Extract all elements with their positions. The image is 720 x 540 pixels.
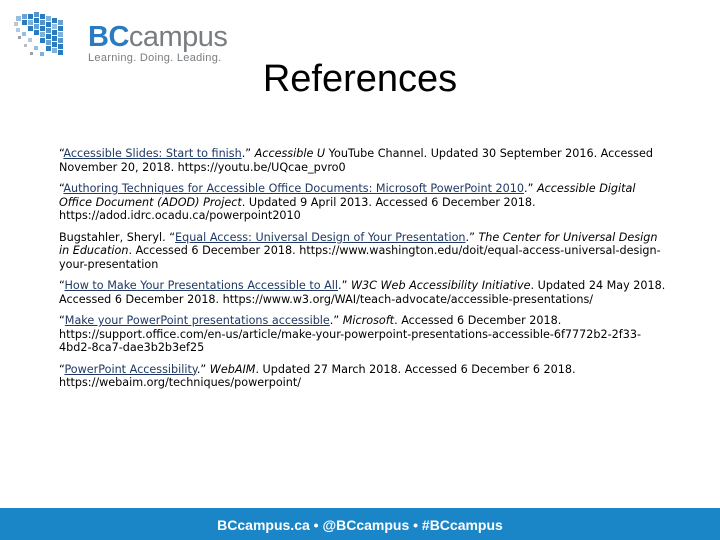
- reference-item: “PowerPoint Accessibility.” WebAIM. Updated 27 March 2018. Accessed 6 December 6 2018. https://webaim.org/techniques/powerpoint/: [59, 362, 576, 389]
- reference-link[interactable]: Accessible Slides: Start to finish: [63, 147, 242, 160]
- reference-item: Bugstahler, Sheryl. “Equal Access: Universal Design of Your Presentation.” The Center for Universal Design in Education. Accessed 6 December 2018. https://www.washington.edu/doit/equal-access-universal-design-your-presentation: [59, 230, 661, 271]
- logo-campus: campus: [128, 21, 228, 53]
- logo-wordmark: [88, 20, 227, 54]
- reference-link[interactable]: PowerPoint Accessibility: [64, 362, 197, 376]
- reference-item: “Make your PowerPoint presentations accessible.” Microsoft. Accessed 6 December 2018. https://support.office.com/en-us/article/make-your-powerpoint-presentations-accessible-6f7772b2-2f33-4bd2-8ca7-dae3b2b3ef25: [59, 314, 641, 354]
- bccampus-logo: [12, 10, 228, 65]
- logo-tagline: Learning. Doing. Leading.: [88, 52, 222, 64]
- page-title: References: [262, 58, 458, 100]
- reference-link[interactable]: Authoring Techniques for Accessible Office Documents: Microsoft PowerPoint 2010: [63, 182, 525, 195]
- reference-item: “Authoring Techniques for Accessible Office Documents: Microsoft PowerPoint 2010.” Accessible Digital Office Document (ADOD) Project. Updated 9 April 2013. Accessed 6 December 2018. https://adod.idrc.ocadu.ca/powerpoint2010: [59, 182, 636, 222]
- reference-link[interactable]: Make your PowerPoint presentations accessible: [64, 314, 330, 327]
- reference-list: [59, 147, 669, 398]
- logo-bc: BC: [88, 21, 129, 53]
- footer-bar: BCcampus.ca • @BCcampus • #BCcampus: [0, 508, 720, 540]
- reference-item: “Accessible Slides: Start to finish.” Accessible U YouTube Channel. Updated 30 September 2016. Accessed November 20, 2018. https://youtu.be/UQcae_pvro0: [59, 147, 653, 174]
- reference-item: “How to Make Your Presentations Accessible to All.” W3C Web Accessibility Initiative. Updated 24 May 2018. Accessed 6 December 2018. https://www.w3.org/WAI/teach-advocate/accessible-presentations/: [59, 279, 666, 306]
- bc-map-icon: [12, 10, 72, 65]
- reference-link[interactable]: How to Make Your Presentations Accessible to All: [64, 279, 339, 292]
- reference-link[interactable]: Equal Access: Universal Design of Your Presentation: [175, 230, 466, 244]
